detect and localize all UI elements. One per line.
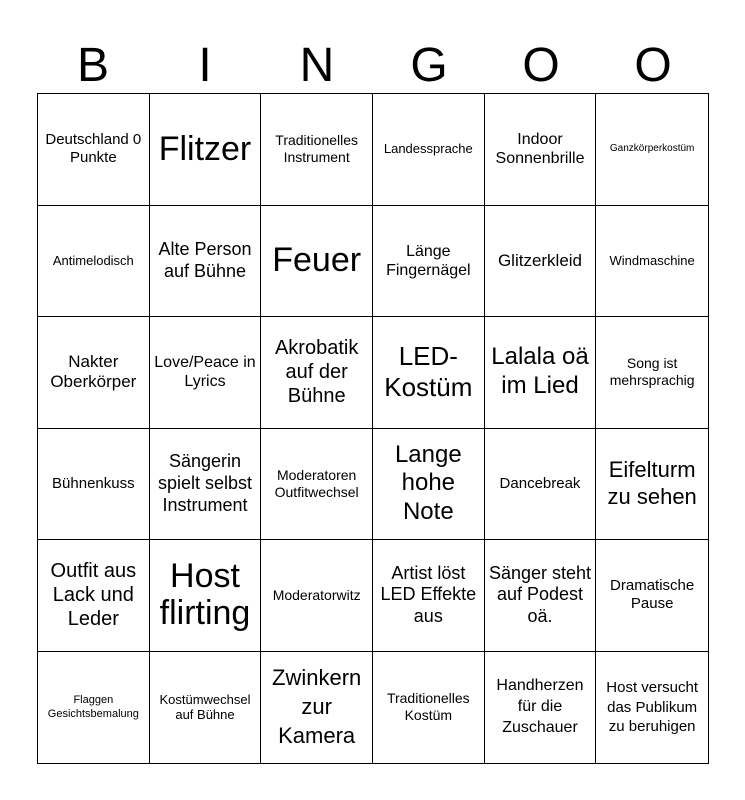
bingo-cell[interactable]: Alte Person auf Bühne xyxy=(150,206,262,318)
bingo-grid xyxy=(37,93,709,764)
bingo-header xyxy=(37,38,709,94)
bingo-cell[interactable]: Traditionelles Kostüm xyxy=(373,652,485,764)
bingo-cell[interactable]: Flitzer xyxy=(150,94,262,206)
bingo-cell[interactable]: Love/Peace in Lyrics xyxy=(150,317,262,429)
bingo-cell[interactable]: Zwinkern zur Kamera xyxy=(261,652,373,764)
bingo-cell[interactable]: Landessprache xyxy=(373,94,485,206)
bingo-cell[interactable]: Sängerin spielt selbst Instrument xyxy=(150,429,262,541)
header-letter-o-2: O xyxy=(634,39,672,92)
bingo-cell[interactable]: Kostümwechsel auf Bühne xyxy=(150,652,262,764)
header-letter-b: B xyxy=(76,39,109,92)
bingo-cell[interactable]: Host versucht das Publikum zu beruhigen xyxy=(606,679,698,735)
bingo-cell[interactable]: Windmaschine xyxy=(596,206,708,318)
bingo-cell[interactable]: Antimelodisch xyxy=(38,206,150,318)
bingo-cell[interactable]: Deutschland 0 Punkte xyxy=(38,94,150,206)
bingo-cell[interactable]: Dramatische Pause xyxy=(596,540,708,652)
bingo-cell[interactable]: Dancebreak xyxy=(485,429,597,541)
bingo-cell[interactable]: Nakter Oberkörper xyxy=(38,317,150,429)
bingo-cell[interactable]: Lalala oä im Lied xyxy=(485,317,597,429)
bingo-cell[interactable]: Akrobatik auf der Bühne xyxy=(261,317,373,429)
header-letter-n: N xyxy=(299,39,335,92)
bingo-cell[interactable]: Flaggen Gesichtsbemalung xyxy=(38,652,150,764)
bingo-cell[interactable]: Handherzen für die Zuschauer xyxy=(485,652,597,764)
bingo-cell[interactable]: Traditionelles Instrument xyxy=(261,94,373,206)
bingo-cell[interactable]: Host flirting xyxy=(150,540,262,652)
bingo-cell[interactable]: Moderatorwitz xyxy=(261,540,373,652)
bingo-cell[interactable]: Lange hohe Note xyxy=(373,429,485,541)
bingo-cell[interactable]: Länge Fingernägel xyxy=(373,206,485,318)
header-letter-i: I xyxy=(198,39,212,92)
bingo-cell[interactable]: Moderatoren Outfitwechsel xyxy=(261,429,373,541)
bingo-cell[interactable]: Feuer xyxy=(261,206,373,318)
header-letter-o: O xyxy=(522,39,560,92)
bingo-cell[interactable]: Eifelturm zu sehen xyxy=(596,429,708,541)
header-letter-g: G xyxy=(410,39,448,92)
bingo-cell[interactable]: Outfit aus Lack und Leder xyxy=(38,540,150,652)
bingo-cell[interactable]: Glitzerkleid xyxy=(485,206,597,318)
bingo-cell[interactable]: Indoor Sonnenbrille xyxy=(485,94,597,206)
bingo-cell[interactable]: Artist löst LED Effekte aus xyxy=(373,540,485,652)
bingo-cell[interactable]: Bühnenkuss xyxy=(38,429,150,541)
bingo-cell[interactable]: LED-Kostüm xyxy=(373,317,485,429)
bingo-cell[interactable]: Sänger steht auf Podest oä. xyxy=(485,540,597,652)
bingo-cell[interactable]: Song ist mehrsprachig xyxy=(596,317,708,429)
bingo-cell[interactable]: Ganzkörperkostüm xyxy=(596,94,708,206)
